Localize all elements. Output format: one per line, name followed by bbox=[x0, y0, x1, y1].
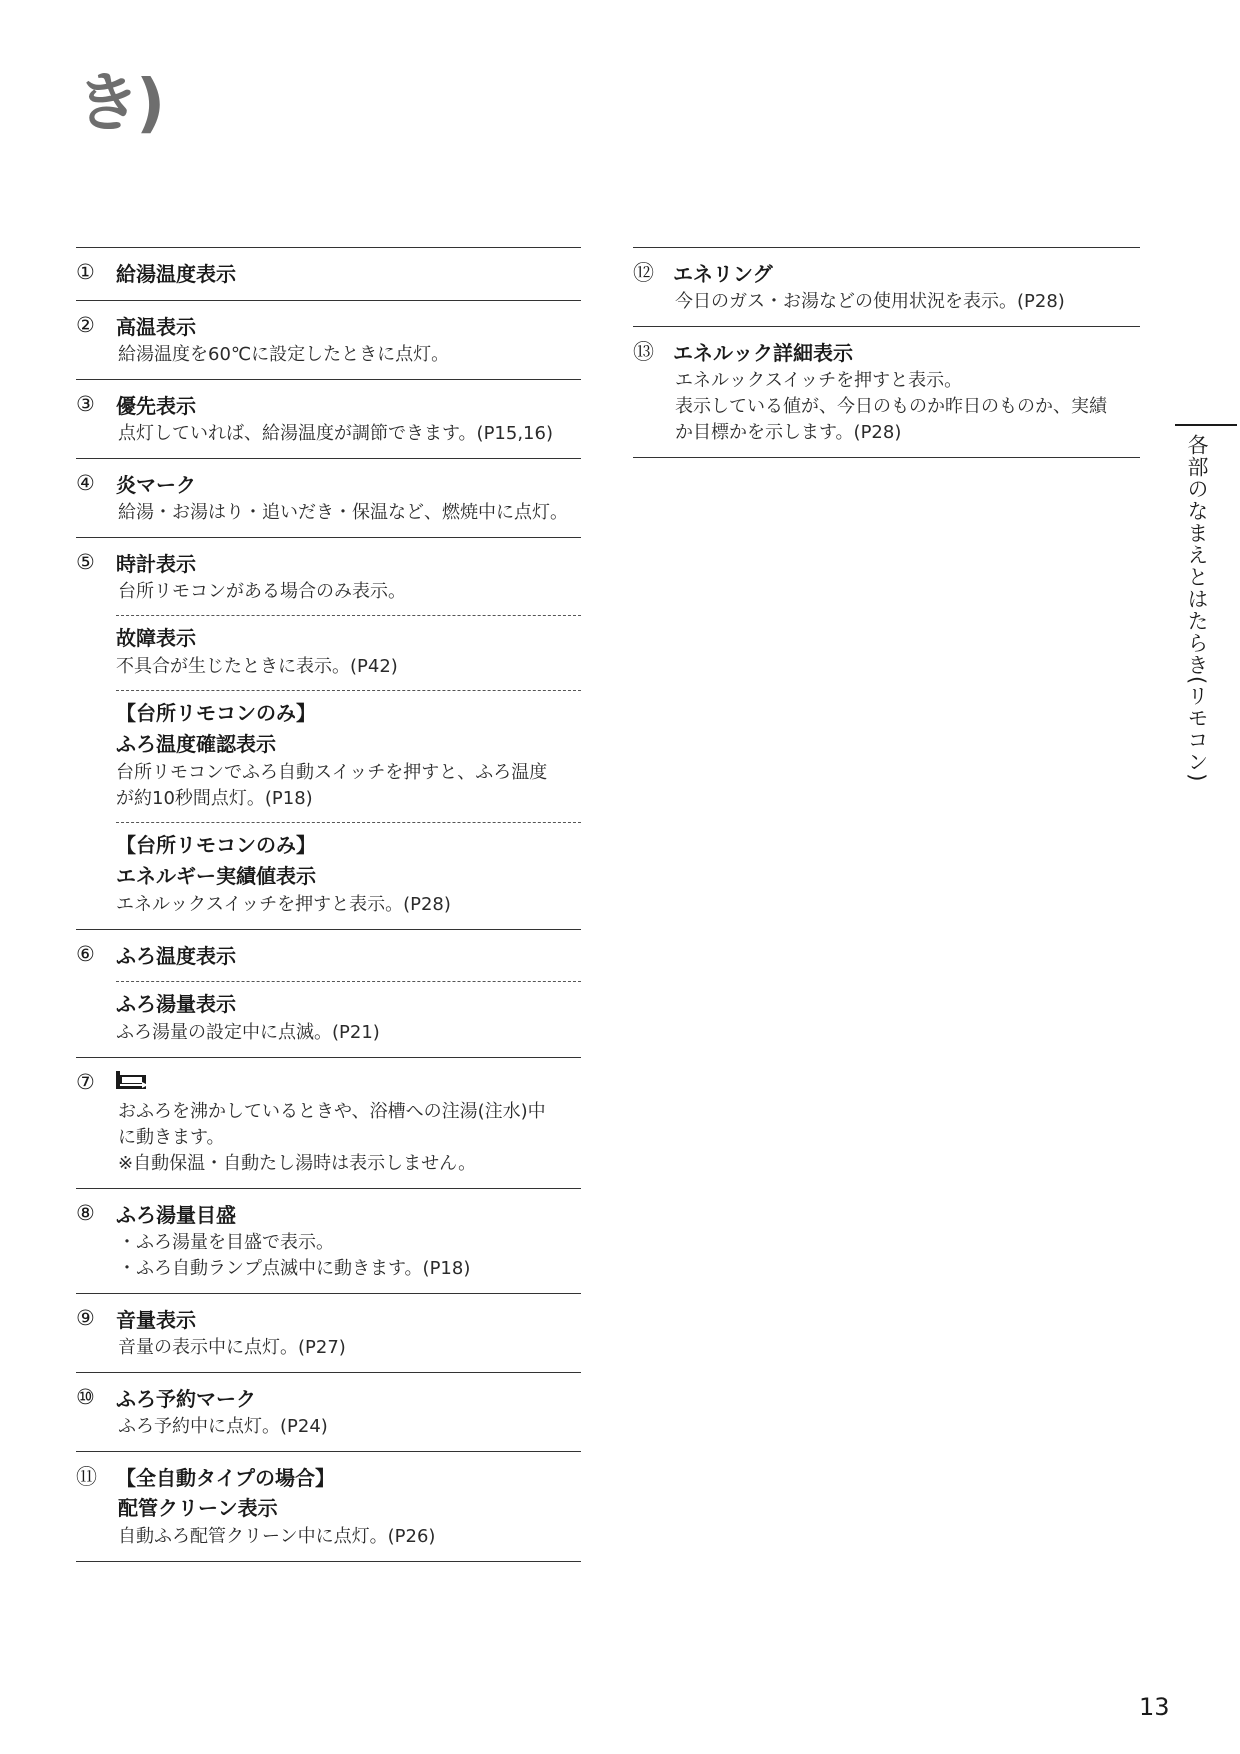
item-8 bbox=[76, 1188, 581, 1293]
page-number: 13 bbox=[1139, 1693, 1170, 1721]
item-title: 【全自動タイプの場合】 bbox=[116, 1465, 335, 1490]
sub-description-line: 台所リモコンでふろ自動スイッチを押すと、ふろ温度 bbox=[116, 762, 548, 783]
item-description: 給湯温度を60℃に設定したときに点灯。 bbox=[118, 344, 450, 365]
sub-item-energy-record bbox=[116, 822, 581, 918]
item-title: エネリング bbox=[673, 261, 773, 286]
item-description: ふろ予約中に点灯。(P24) bbox=[118, 1416, 328, 1437]
item-description-line: エネルックスイッチを押すと表示。 bbox=[675, 370, 963, 391]
sub-description: ふろ湯量の設定中に点滅。(P21) bbox=[116, 1022, 380, 1043]
item-4 bbox=[76, 458, 581, 537]
item-title: 高温表示 bbox=[116, 314, 196, 339]
item-title: 音量表示 bbox=[116, 1307, 196, 1332]
item-description: 給湯・お湯はり・追いだき・保温など、燃焼中に点灯。 bbox=[118, 502, 568, 523]
item-1 bbox=[76, 247, 581, 300]
item-title: 優先表示 bbox=[116, 393, 196, 418]
item-subtitle: 配管クリーン表示 bbox=[118, 1496, 278, 1520]
bath-flow-icon bbox=[116, 1071, 152, 1093]
sub-note: 【台所リモコンのみ】 bbox=[116, 833, 316, 857]
sub-item-bath-volume bbox=[116, 981, 581, 1046]
right-column bbox=[633, 247, 1140, 458]
sub-description: 不具合が生じたときに表示。(P42) bbox=[116, 656, 398, 677]
item-description: 自動ふろ配管クリーン中に点灯。(P26) bbox=[118, 1526, 436, 1547]
item-title: ふろ湯量目盛 bbox=[116, 1202, 236, 1227]
item-title: 給湯温度表示 bbox=[116, 261, 236, 286]
item-description: 台所リモコンがある場合のみ表示。 bbox=[118, 581, 406, 602]
sub-note: 【台所リモコンのみ】 bbox=[116, 701, 316, 725]
item-description: 今日のガス・お湯などの使用状況を表示。(P28) bbox=[675, 291, 1065, 312]
item-title: 炎マーク bbox=[116, 472, 196, 497]
item-description-line: か目標かを示します。(P28) bbox=[675, 422, 902, 443]
item-note: ※自動保温・自動たし湯時は表示しません。 bbox=[118, 1153, 477, 1174]
item-12 bbox=[633, 247, 1140, 326]
item-number: ⑨ bbox=[76, 1306, 95, 1330]
item-number: ⑬ bbox=[633, 340, 654, 364]
item-number: ⑥ bbox=[76, 942, 95, 966]
left-column bbox=[76, 247, 581, 1562]
item-number: ④ bbox=[76, 471, 95, 495]
section-title-fragment: き) bbox=[76, 67, 162, 141]
item-number: ⑧ bbox=[76, 1201, 95, 1225]
chapter-side-label: 各部のなまえとはたらき(リモコン) bbox=[1185, 434, 1209, 783]
item-number: ⑩ bbox=[76, 1385, 95, 1409]
item-description: 点灯していれば、給湯温度が調節できます。(P15,16) bbox=[118, 423, 553, 444]
item-number: ③ bbox=[76, 392, 95, 416]
item-bullet: ・ふろ自動ランプ点滅中に動きます。(P18) bbox=[118, 1258, 471, 1279]
item-description-line: 表示している値が、今日のものか昨日のものか、実績 bbox=[675, 396, 1107, 417]
item-13 bbox=[633, 326, 1140, 458]
item-title: エネルック詳細表示 bbox=[673, 340, 853, 365]
item-11 bbox=[76, 1451, 581, 1562]
item-description-line: おふろを沸かしているときや、浴槽への注湯(注水)中 bbox=[118, 1101, 546, 1122]
sub-title: 故障表示 bbox=[116, 626, 196, 650]
item-3 bbox=[76, 379, 581, 458]
item-number: ① bbox=[76, 260, 95, 284]
sub-item-fault bbox=[116, 615, 581, 680]
sub-title: ふろ湯量表示 bbox=[116, 992, 236, 1016]
sub-title: ふろ温度確認表示 bbox=[116, 732, 276, 756]
item-number: ⑤ bbox=[76, 550, 95, 574]
item-description-line: に動きます。 bbox=[118, 1127, 225, 1148]
sub-title: エネルギー実績値表示 bbox=[116, 864, 316, 888]
item-6 bbox=[76, 929, 581, 1057]
item-title: ふろ温度表示 bbox=[116, 943, 236, 968]
item-description: 音量の表示中に点灯。(P27) bbox=[118, 1337, 346, 1358]
item-number: ⑦ bbox=[76, 1070, 95, 1094]
side-tab-marker bbox=[1175, 424, 1237, 426]
item-10 bbox=[76, 1372, 581, 1451]
item-5 bbox=[76, 537, 581, 929]
sub-item-bath-temp-check bbox=[116, 690, 581, 812]
item-7 bbox=[76, 1057, 581, 1188]
item-number: ⑫ bbox=[633, 261, 654, 285]
item-title: ふろ予約マーク bbox=[116, 1386, 256, 1411]
sub-description: エネルックスイッチを押すと表示。(P28) bbox=[116, 894, 451, 915]
item-number: ② bbox=[76, 313, 95, 337]
item-title: 時計表示 bbox=[116, 551, 196, 576]
sub-description-line: が約10秒間点灯。(P18) bbox=[116, 788, 313, 809]
item-9 bbox=[76, 1293, 581, 1372]
item-bullet: ・ふろ湯量を目盛で表示。 bbox=[118, 1232, 334, 1253]
item-number: ⑪ bbox=[76, 1465, 97, 1489]
item-2 bbox=[76, 300, 581, 379]
